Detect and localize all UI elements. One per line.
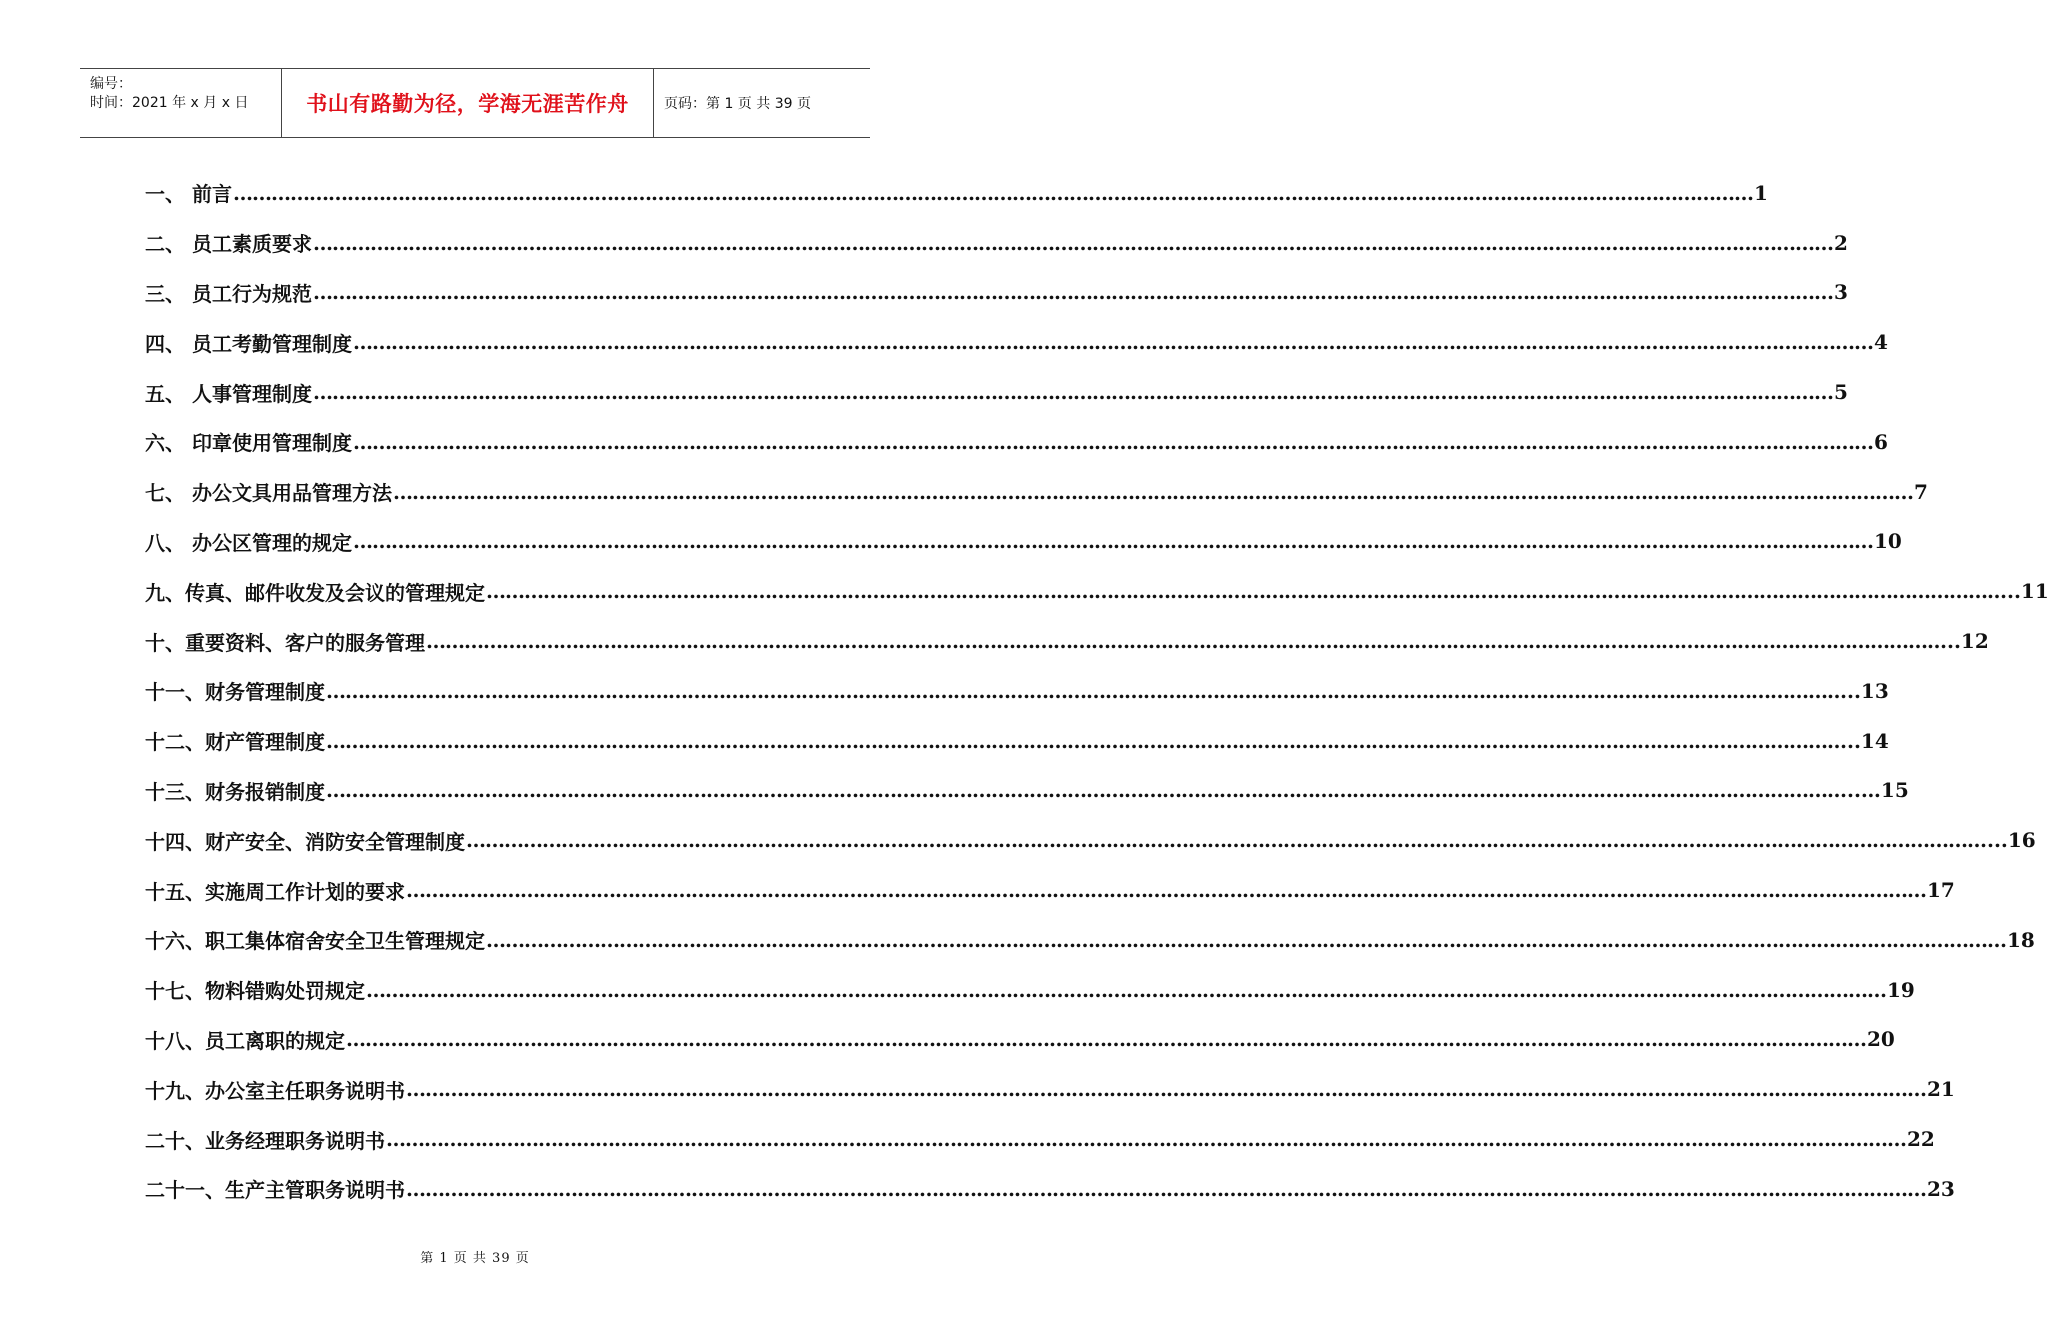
toc-entry-page: ..12 [1947, 629, 1989, 654]
toc-entry[interactable] [145, 1164, 1955, 1214]
toc-entry[interactable] [145, 566, 2049, 616]
toc-entry-page: 3 [1833, 280, 1848, 305]
toc-entry-page: 21 [1927, 1077, 1955, 1102]
toc-entry[interactable] [145, 815, 2036, 865]
toc-dot-leader: …………………………………………………………………………………………………………………………………………………………………………………………………………………… [386, 1127, 1906, 1152]
toc-entry-title: 三、 员工行为规范 [145, 281, 312, 306]
toc-entry-page: 23 [1927, 1176, 1955, 1201]
toc-dot-leader: …………………………………………………………………………………………………………………………………………………………………………………………………………………… [406, 1077, 1926, 1102]
toc-entry-page: 19 [1887, 977, 1915, 1002]
toc-entry-title: 六、 印章使用管理制度 [145, 431, 352, 456]
toc-entry-title: 十八、员工离职的规定 [145, 1028, 345, 1053]
toc-dot-leader: …………………………………………………………………………………………………………………………………………………………………………………………………………………… [486, 927, 2006, 952]
toc-entry[interactable] [145, 915, 2035, 965]
toc-entry[interactable] [145, 467, 1928, 517]
toc-entry-page: 2 [1833, 230, 1848, 255]
toc-dot-leader: …………………………………………………………………………………………………………………………………………………………………………………………………………………… [232, 180, 1753, 205]
toc-dot-leader: …………………………………………………………………………………………………………………………………………………………………………………………………………………… [406, 1176, 1926, 1201]
toc-dot-leader: …………………………………………………………………………………………………………………………………………………………………………………………………………………… [312, 280, 1833, 305]
toc-entry[interactable] [145, 865, 1955, 915]
toc-entry-title: 四、 员工考勤管理制度 [145, 331, 352, 356]
toc-dot-leader: …………………………………………………………………………………………………………………………………………………………………………………………………………………… [352, 529, 1873, 554]
document-time-label: 时间：2021 年 x 月 x 日 [90, 95, 249, 111]
page-footer: 第 1 页 共 39 页 [420, 1251, 530, 1266]
toc-entry-title: 二十一、生产主管职务说明书 [145, 1178, 405, 1203]
toc-entry-title: 七、 办公文具用品管理方法 [145, 481, 392, 506]
toc-entry-title: 二十、业务经理职务说明书 [145, 1128, 385, 1153]
toc-dot-leader: …………………………………………………………………………………………………………………………………………………………………………………………………………………… [346, 1027, 1866, 1052]
toc-entry-title: 十五、实施周工作计划的要求 [145, 879, 405, 904]
toc-entry-page: ..14 [1847, 728, 1889, 753]
toc-dot-leader: …………………………………………………………………………………………………………………………………………………………………………………………………………………… [406, 878, 1926, 903]
toc-entry[interactable] [145, 317, 1888, 367]
toc-entry-title: 十三、财务报销制度 [145, 779, 325, 804]
toc-dot-leader: …………………………………………………………………………………………………………………………………………………………………………………………………………………… [486, 579, 2006, 604]
toc-entry-page: 5 [1833, 380, 1848, 405]
toc-entry-title: 一、 前言 [145, 182, 232, 207]
toc-entry-page: 1 [1753, 180, 1768, 205]
toc-entry-title: 八、 办公区管理的规定 [145, 530, 352, 555]
toc-entry-page: ..13 [1847, 678, 1889, 703]
toc-entry[interactable] [145, 1064, 1955, 1114]
toc-entry-title: 十四、财产安全、消防安全管理制度 [145, 829, 465, 854]
header-page-info: 页码：第 1 页 共 39 页 [664, 96, 811, 112]
toc-dot-leader: …………………………………………………………………………………………………………………………………………………………………………………………………………………… [352, 330, 1873, 355]
table-of-contents [145, 168, 2049, 1214]
toc-entry[interactable] [145, 616, 1989, 666]
toc-entry-title: 十一、财务管理制度 [145, 680, 325, 705]
toc-entry-page: 7 [1913, 479, 1928, 504]
toc-entry-page: ...16 [1987, 828, 2036, 853]
toc-entry-title: 九、传真、邮件收发及会议的管理规定 [145, 580, 485, 605]
toc-entry[interactable] [145, 965, 1915, 1015]
header-meta [80, 69, 282, 137]
toc-entry-page: 6 [1873, 429, 1888, 454]
toc-entry[interactable] [145, 417, 1888, 467]
toc-dot-leader: …………………………………………………………………………………………………………………………………………………………………………………………………………………… [366, 977, 1886, 1002]
toc-entry-title: 五、 人事管理制度 [145, 381, 312, 406]
toc-dot-leader: …………………………………………………………………………………………………………………………………………………………………………………………………………………… [326, 778, 1846, 803]
toc-dot-leader: …………………………………………………………………………………………………………………………………………………………………………………………………………………… [466, 828, 1986, 853]
toc-entry[interactable] [145, 1114, 1935, 1164]
toc-entry-page: ..…15 [1847, 778, 1909, 803]
toc-entry-page: 22 [1907, 1127, 1935, 1152]
toc-entry-page: 17 [1927, 878, 1955, 903]
toc-entry-title: 十、重要资料、客户的服务管理 [145, 630, 425, 655]
toc-entry-page: ..11 [2007, 579, 2049, 604]
toc-dot-leader: …………………………………………………………………………………………………………………………………………………………………………………………………………………… [312, 230, 1833, 255]
header-motto: 书山有路勤为径，学海无涯苦作舟 [282, 69, 654, 137]
toc-entry[interactable] [145, 218, 1848, 268]
toc-entry[interactable] [145, 766, 1909, 816]
toc-entry-title: 二、 员工素质要求 [145, 232, 312, 257]
toc-entry-title: 十九、办公室主任职务说明书 [145, 1078, 405, 1103]
toc-dot-leader: …………………………………………………………………………………………………………………………………………………………………………………………………………………… [312, 380, 1833, 405]
toc-dot-leader: …………………………………………………………………………………………………………………………………………………………………………………………………………………… [352, 429, 1873, 454]
toc-entry[interactable] [145, 517, 1902, 567]
toc-dot-leader: …………………………………………………………………………………………………………………………………………………………………………………………………………………… [326, 678, 1846, 703]
toc-entry-title: 十二、财产管理制度 [145, 730, 325, 755]
toc-entry-title: 十七、物料错购处罚规定 [145, 979, 365, 1004]
toc-dot-leader: …………………………………………………………………………………………………………………………………………………………………………………………………………………… [426, 629, 1946, 654]
toc-dot-leader: …………………………………………………………………………………………………………………………………………………………………………………………………………………… [326, 728, 1846, 753]
toc-entry[interactable] [145, 268, 1848, 318]
toc-entry[interactable] [145, 666, 1889, 716]
toc-entry-page: 20 [1867, 1027, 1895, 1052]
toc-dot-leader: …………………………………………………………………………………………………………………………………………………………………………………………………………………… [392, 479, 1913, 504]
toc-entry[interactable] [145, 168, 1768, 218]
toc-entry-title: 十六、职工集体宿舍安全卫生管理规定 [145, 929, 485, 954]
toc-entry-page: 18 [2007, 927, 2035, 952]
document-number-label: 编号： [90, 76, 132, 92]
toc-entry[interactable] [145, 367, 1848, 417]
toc-entry-page: 4 [1873, 330, 1888, 355]
toc-entry[interactable] [145, 1015, 1895, 1065]
toc-entry-page: 10 [1873, 529, 1902, 554]
toc-entry[interactable] [145, 716, 1889, 766]
page-header [80, 68, 870, 138]
